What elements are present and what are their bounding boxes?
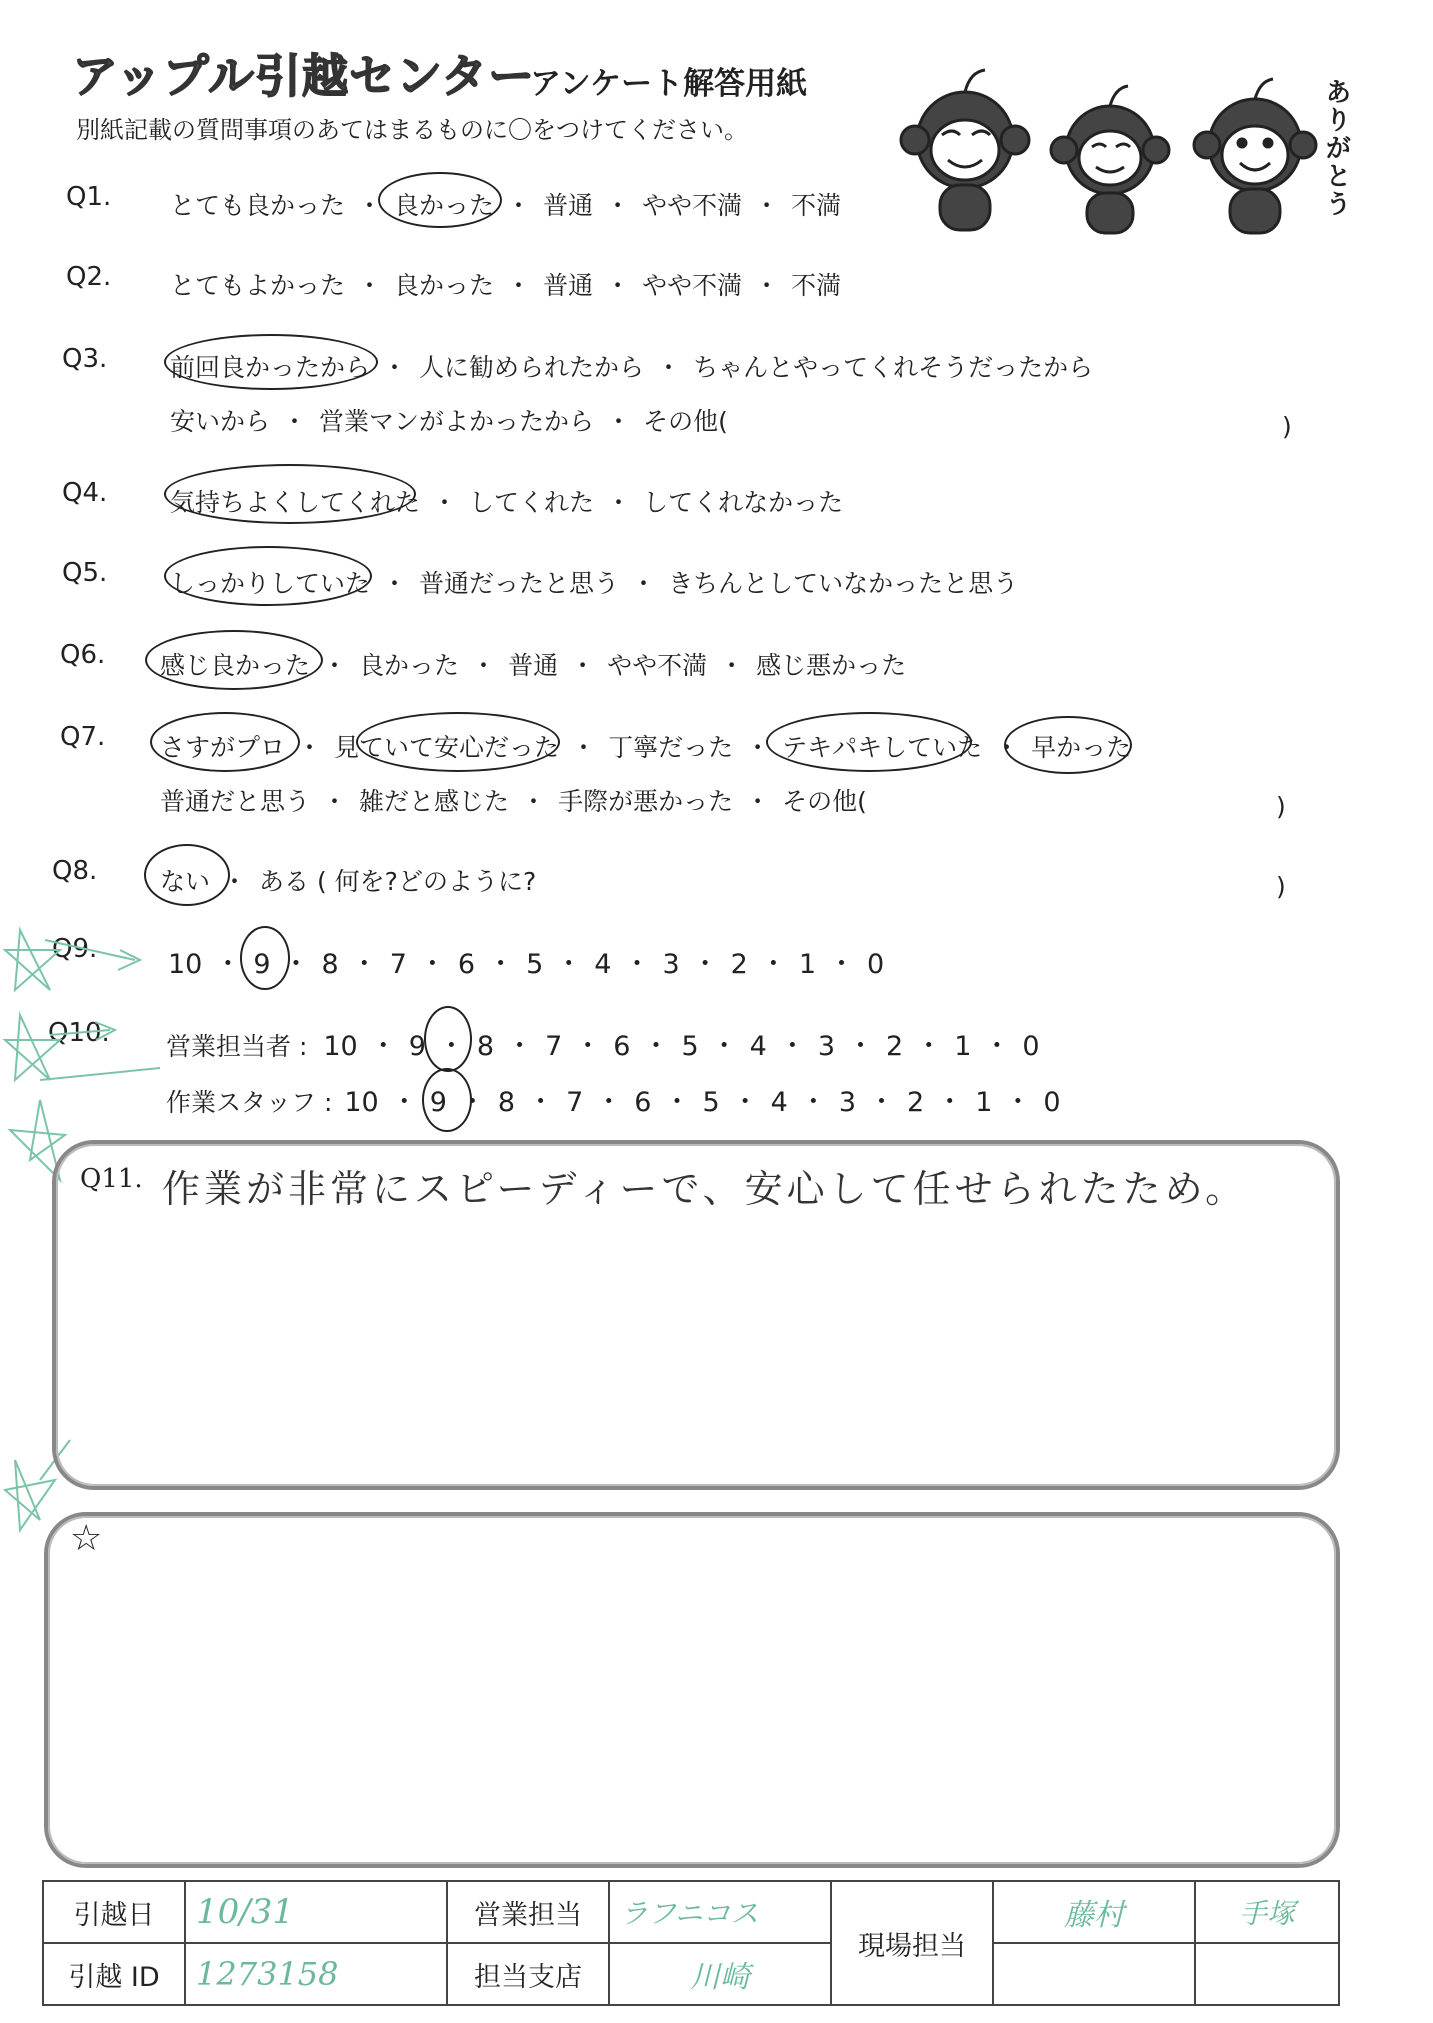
- q6-option[interactable]: 普通: [508, 651, 559, 680]
- q9-score[interactable]: 8: [321, 949, 339, 980]
- q7-option[interactable]: 丁寧だった: [608, 733, 734, 762]
- q7-option[interactable]: 見ていて安心だった: [334, 733, 560, 762]
- move-date-label: 引越日: [43, 1881, 185, 1943]
- q2-option[interactable]: 良かった: [394, 271, 495, 300]
- sales-rep-value[interactable]: ラフニコス: [609, 1881, 831, 1943]
- q4-options: 気持ちよくしてくれた ・ してくれた ・ してくれなかった: [170, 483, 843, 519]
- q7-option[interactable]: 普通だと思う: [160, 787, 311, 816]
- q3-close-paren: ): [1282, 412, 1292, 441]
- q8-option[interactable]: ない: [160, 867, 211, 896]
- q5-options: しっかりしていた ・ 普通だったと思う ・ きちんとしていなかったと思う: [170, 564, 1018, 600]
- q2-option[interactable]: やや不満: [642, 271, 743, 300]
- q10-staff-score[interactable]: 8: [497, 1087, 516, 1118]
- q9-score[interactable]: 5: [526, 949, 544, 980]
- q8-options: ない ・ ある ( 何を?どのように?: [160, 862, 536, 898]
- q3-option[interactable]: 営業マンがよかったから: [319, 407, 595, 436]
- q3-option[interactable]: 安いから: [170, 407, 271, 436]
- q1-label: Q1.: [66, 182, 112, 212]
- q9-score[interactable]: 1: [798, 949, 817, 980]
- q1-options: とても良かった ・ 良かった ・ 普通 ・ やや不満 ・ 不満: [170, 186, 841, 222]
- q6-option[interactable]: 感じ良かった: [160, 651, 311, 680]
- q1-option[interactable]: 普通: [543, 191, 594, 220]
- q4-option[interactable]: してくれなかった: [643, 488, 844, 517]
- q10-sales-score[interactable]: 3: [817, 1031, 836, 1062]
- q3-option[interactable]: 人に勧められたから: [419, 353, 645, 382]
- q3-label: Q3.: [62, 344, 108, 374]
- site-rep-value-2[interactable]: 手塚: [1195, 1881, 1339, 1943]
- site-rep-empty-cell[interactable]: [1195, 1943, 1339, 2005]
- q7-option[interactable]: 雑だと感じた: [359, 787, 510, 816]
- q10-label: Q10.: [48, 1018, 110, 1048]
- q10-staff-score[interactable]: 3: [838, 1087, 857, 1118]
- form-subtitle: アンケート解答用紙: [530, 66, 808, 102]
- star-icon: ☆: [70, 1518, 103, 1559]
- q7-option[interactable]: その他(: [782, 787, 867, 816]
- q10-sales-score[interactable]: 1: [954, 1031, 972, 1062]
- move-id-label: 引越 ID: [43, 1943, 185, 2005]
- site-rep-label: 現場担当: [831, 1881, 993, 2005]
- q7-option[interactable]: 手際が悪かった: [558, 787, 734, 816]
- q3-options-line1: 前回良かったから ・ 人に勧められたから ・ ちゃんとやってくれそうだったから: [170, 348, 1093, 384]
- q10-staff-score[interactable]: 0: [1043, 1087, 1061, 1118]
- q3-option[interactable]: ちゃんとやってくれそうだったから: [693, 353, 1094, 382]
- q8-close-paren: ): [1276, 872, 1286, 901]
- monkey-icon: [901, 70, 1029, 230]
- q11-answer-text[interactable]: 作業が非常にスピーディーで、安心して任せられたため。: [162, 1167, 1248, 1211]
- q9-score[interactable]: 2: [730, 949, 748, 980]
- branch-label: 担当支店: [447, 1943, 609, 2005]
- q10-sales-score[interactable]: 9: [408, 1031, 426, 1062]
- q7-label: Q7.: [60, 722, 106, 752]
- q10-staff-score[interactable]: 7: [566, 1087, 584, 1118]
- q7-option[interactable]: 早かった: [1031, 733, 1132, 762]
- q10-sales-score[interactable]: 5: [681, 1031, 699, 1062]
- q10-sales-score[interactable]: 7: [545, 1031, 563, 1062]
- q3-option[interactable]: その他(: [643, 407, 728, 436]
- q4-label: Q4.: [62, 478, 108, 508]
- sales-rep-label: 営業担当: [447, 1881, 609, 1943]
- q7-option[interactable]: テキパキしていた: [782, 733, 983, 762]
- q10-sales-score[interactable]: 6: [613, 1031, 631, 1062]
- q9-score[interactable]: 4: [594, 949, 612, 980]
- q9-score[interactable]: 9: [253, 949, 271, 980]
- q9-score[interactable]: 3: [662, 949, 680, 980]
- q10-staff-score[interactable]: 2: [907, 1087, 925, 1118]
- q10-sales-score[interactable]: 8: [476, 1031, 495, 1062]
- q11-label: Q11.: [80, 1164, 143, 1194]
- q10-staff-label: 作業スタッフ :: [166, 1088, 333, 1117]
- q6-label: Q6.: [60, 640, 106, 670]
- instruction-text: 別紙記載の質問事項のあてはまるものに〇をつけてください。: [76, 116, 748, 144]
- q10-staff-score[interactable]: 5: [702, 1087, 720, 1118]
- q6-options: 感じ良かった ・ 良かった ・ 普通 ・ やや不満 ・ 感じ悪かった: [160, 646, 906, 682]
- q2-option[interactable]: 普通: [543, 271, 594, 300]
- q10-sales-score[interactable]: 0: [1022, 1031, 1040, 1062]
- q6-option[interactable]: 感じ悪かった: [756, 651, 907, 680]
- branch-value[interactable]: 川崎: [609, 1943, 831, 2005]
- q9-score[interactable]: 7: [389, 949, 407, 980]
- q1-option[interactable]: やや不満: [642, 191, 743, 220]
- comment-box: [44, 1512, 1340, 1868]
- q9-score[interactable]: 10: [168, 949, 203, 980]
- q1-option[interactable]: とても良かった: [170, 191, 346, 220]
- q1-option[interactable]: 良かった: [394, 191, 495, 220]
- monkey-icon: [1051, 86, 1169, 233]
- q9-scale: 10 ・ 9 ・ 8 ・ 7 ・ 6 ・ 5 ・ 4 ・ 3 ・ 2 ・ 1 ・ 0: [168, 949, 885, 980]
- q6-option[interactable]: 良かった: [359, 651, 460, 680]
- q10-staff-score[interactable]: 9: [429, 1087, 447, 1118]
- q5-option[interactable]: きちんとしていなかったと思う: [668, 569, 1019, 598]
- move-date-value[interactable]: 10/31: [185, 1881, 447, 1943]
- q7-options-line2: 普通だと思う ・ 雑だと感じた ・ 手際が悪かった ・ その他(: [160, 782, 867, 818]
- q10-staff-score[interactable]: 4: [770, 1087, 788, 1118]
- site-rep-empty-cell[interactable]: [993, 1943, 1195, 2005]
- footer-info-table: [42, 1880, 1340, 2006]
- q5-option[interactable]: 普通だったと思う: [419, 569, 620, 598]
- q9-score[interactable]: 6: [457, 949, 476, 980]
- q4-option[interactable]: してくれた: [469, 488, 595, 517]
- q3-options-line2: 安いから ・ 営業マンがよかったから ・ その他(: [170, 402, 728, 438]
- q9-label: Q9.: [52, 934, 98, 964]
- q10-sales-score[interactable]: 4: [749, 1031, 767, 1062]
- q10-sales-row: 営業担当者 : 10 ・ 9 ・ 8 ・ 7 ・ 6 ・ 5 ・ 4 ・ 3 ・ 2 ・ 1 ・ 0: [166, 1031, 1040, 1062]
- q10-sales-score[interactable]: 2: [886, 1031, 904, 1062]
- q2-options: とてもよかった ・ 良かった ・ 普通 ・ やや不満 ・ 不満: [170, 266, 841, 302]
- q8-label: Q8.: [52, 856, 98, 886]
- q10-staff-score[interactable]: 1: [975, 1087, 993, 1118]
- q2-option[interactable]: とてもよかった: [170, 271, 346, 300]
- q10-staff-row: 作業スタッフ : 10 ・ 9 ・ 8 ・ 7 ・ 6 ・ 5 ・ 4 ・ 3 ・ 2 ・ 1 ・ 0: [166, 1087, 1061, 1118]
- move-id-value[interactable]: 1273158: [185, 1943, 447, 2005]
- q7-options-line1: さすがプロ ・ 見ていて安心だった ・ 丁寧だった ・ テキパキしていた ・ 早かった: [160, 728, 1131, 764]
- q10-sales-score[interactable]: 10: [323, 1031, 358, 1062]
- q1-option[interactable]: 不満: [791, 191, 842, 220]
- site-rep-value-1[interactable]: 藤村: [993, 1881, 1195, 1943]
- company-title: アップル引越センター: [72, 49, 536, 103]
- q10-sales-label: 営業担当者 :: [166, 1032, 308, 1061]
- q5-option[interactable]: しっかりしていた: [170, 569, 371, 598]
- thanks-text: ありがとう: [1321, 78, 1351, 218]
- q4-option[interactable]: 気持ちよくしてくれた: [170, 488, 421, 517]
- monkey-icon: [1194, 79, 1316, 233]
- q8-option[interactable]: ある ( 何を?どのように?: [259, 867, 537, 896]
- q10-staff-score[interactable]: 6: [634, 1087, 652, 1118]
- q3-option[interactable]: 前回良かったから: [170, 353, 371, 382]
- q5-label: Q5.: [62, 558, 108, 588]
- mascot-monkeys-illustration: [880, 55, 1350, 245]
- q6-option[interactable]: やや不満: [607, 651, 708, 680]
- q7-option[interactable]: さすがプロ: [160, 733, 286, 762]
- q2-option[interactable]: 不満: [791, 271, 842, 300]
- q10-staff-score[interactable]: 10: [344, 1087, 379, 1118]
- q7-close-paren: ): [1276, 792, 1286, 821]
- q9-score[interactable]: 0: [867, 949, 885, 980]
- q2-label: Q2.: [66, 262, 112, 292]
